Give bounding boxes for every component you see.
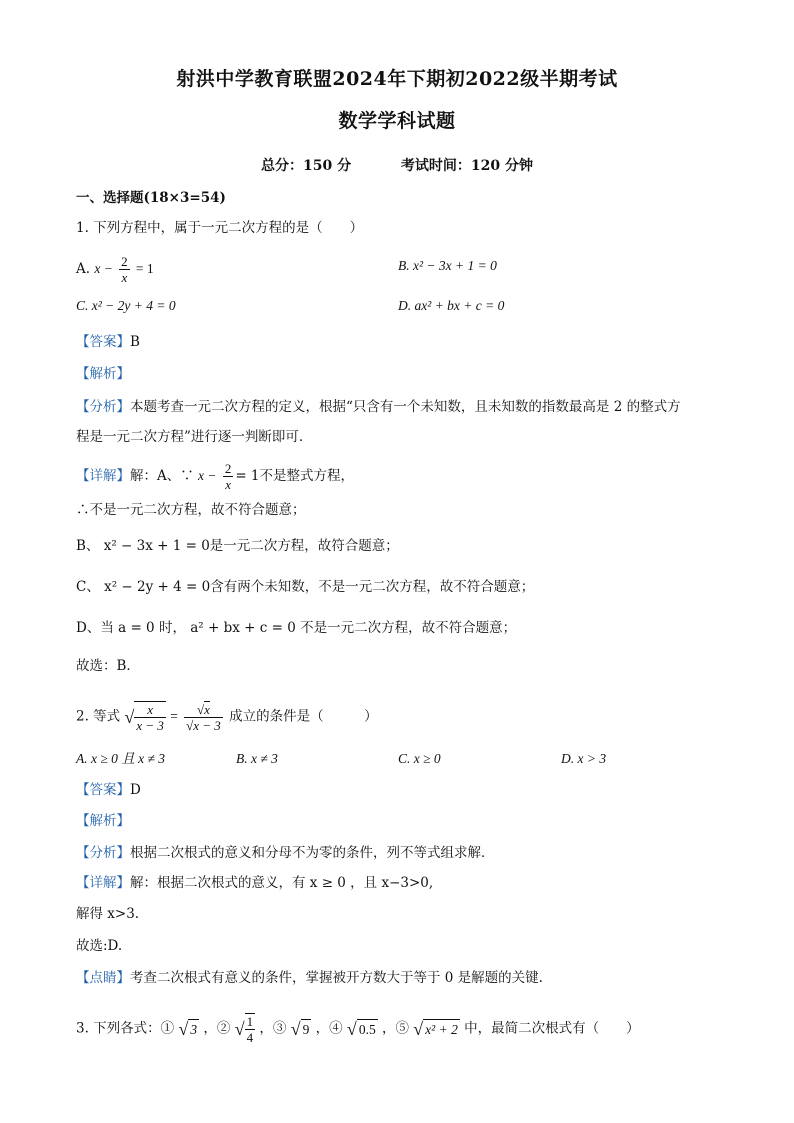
q2-stem: 2. 等式 √ $\frac{x}{x - 3}$ = $\frac{√x}{√x - 3}$ 成立的条件是（ ） — [76, 701, 378, 733]
q1-detail-2: ∴不是一元二次方程，故不符合题意； — [76, 502, 306, 518]
q3-radical-4: √ 0.5 — [346, 1019, 376, 1040]
q1-detail-1: 【详解】解：A、∵ x − $\frac{2}{x}$ = 1不是整式方程， — [76, 461, 355, 492]
q2-option-a: A. x ≥ 0 且 x ≠ 3 — [76, 751, 166, 766]
q1-detail-fraction: $\frac{2}{x}$ — [224, 461, 232, 492]
exam-title: 射洪中学教育联盟2024年下期初2022级半期考试 — [176, 68, 618, 90]
q1-detail-6: 故选：B． — [76, 658, 140, 674]
q1-detail-5: D、当 a = 0 时， a² + bx + c = 0 不是一元二次方程，故不符合题意； — [76, 620, 517, 636]
q3-radical-1: √ 3 — [178, 1019, 198, 1040]
q1-analysis-tag: 【解析】 — [76, 366, 130, 382]
q1-fenxi-1: 【分析】本题考查一元二次方程的定义，根据“只含有一个未知数，且未知数的指数最高是 2 的整式方 — [76, 399, 681, 415]
exam-time: 考试时间：120 分钟 — [400, 158, 533, 174]
q2-rhs-fraction: $\frac{√x}{√x - 3}$ — [186, 701, 221, 733]
q1-option-a-fraction: $\frac{2}{x}$ — [121, 254, 128, 285]
q2-dianjing: 【点睛】考查二次根式有意义的条件，掌握被开方数大于等于 0 是解题的关键. — [76, 970, 543, 986]
score-line — [0, 155, 794, 175]
q3-stem: 3. 下列各式：① √ 3 ，② √ $\frac{1}{4}$ ，③ √ 9 ，④ √ 0.5 ，⑤ √ x² + 2 中，最简二次根式有（ ） — [76, 1014, 640, 1045]
q2-sqrt-fraction: √ $\frac{x}{x - 3}$ — [124, 702, 164, 733]
q1-answer: 【答案】B — [76, 334, 140, 350]
q1-option-a: A. x − $\frac{2}{x}$ = 1 — [76, 254, 154, 285]
q2-option-d: D. x > 3 — [561, 751, 607, 766]
q1-detail-3: B、 x² − 3x + 1 = 0是一元二次方程，故符合题意； — [76, 538, 399, 554]
q2-detail-1: 【详解】解：根据二次根式的意义，有 x ≥ 0 ，且 x−3>0, — [76, 875, 434, 891]
q1-detail-4: C、 x² − 2y + 4 = 0含有两个未知数，不是一元二次方程，故不符合题意； — [76, 579, 535, 595]
q1-option-c: C. x² − 2y + 4 = 0 — [76, 298, 176, 313]
q3-radical-3: √ 9 — [290, 1019, 310, 1040]
total-score: 总分：150 分 — [261, 158, 352, 174]
q1-fenxi-2: 程是一元二次方程”进行逐一判断即可． — [76, 429, 313, 445]
q3-radical-5: √ x² + 2 — [413, 1019, 458, 1040]
q2-answer: 【答案】D — [76, 782, 141, 798]
q2-analysis-tag: 【解析】 — [76, 813, 130, 829]
q3-radical-2: √ $\frac{1}{4}$ — [234, 1014, 254, 1045]
q2-option-b: B. x ≠ 3 — [236, 751, 278, 766]
exam-subtitle: 数学学科试题 — [338, 110, 456, 132]
q2-option-c: C. x ≥ 0 — [398, 751, 441, 766]
q2-detail-3: 故选:D. — [76, 938, 123, 954]
q2-fenxi: 【分析】根据二次根式的意义和分母不为零的条件，列不等式组求解． — [76, 845, 495, 861]
section-heading: 一、选择题(18×3=54) — [76, 190, 226, 206]
q1-stem: 1. 下列方程中，属于一元二次方程的是（ ） — [76, 220, 364, 236]
q1-option-b: B. x² − 3x + 1 = 0 — [398, 258, 497, 273]
q1-option-d: D. ax² + bx + c = 0 — [398, 298, 505, 313]
q2-detail-2: 解得 x>3. — [76, 906, 140, 922]
